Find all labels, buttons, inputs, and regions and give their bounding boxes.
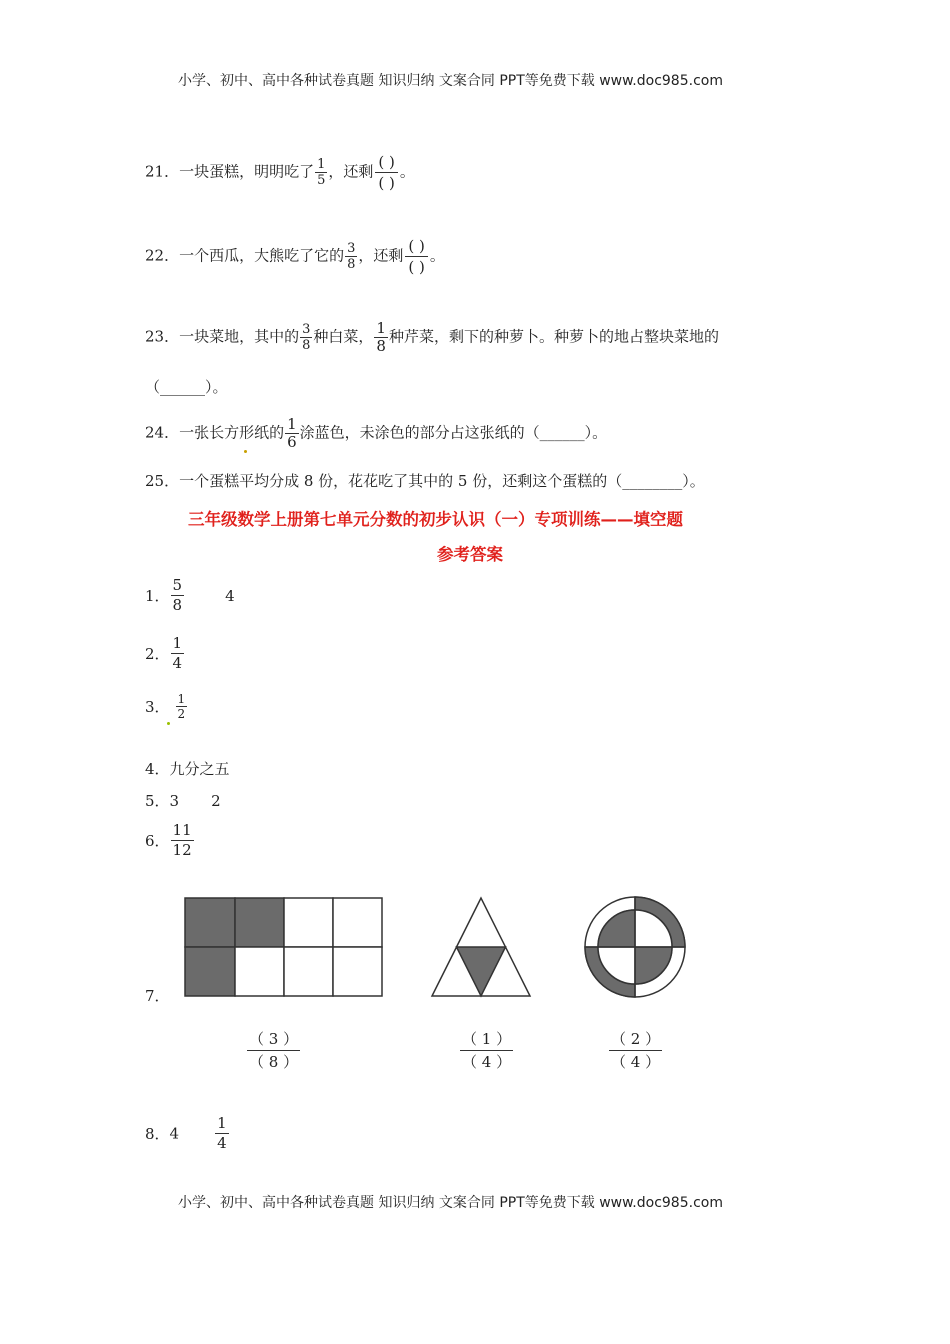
a3-den: 2 — [177, 707, 186, 721]
a1-extra: 4 — [225, 586, 235, 605]
question-24 — [145, 416, 607, 451]
q21-fraction — [315, 157, 327, 188]
circle-figure — [585, 897, 685, 997]
q21-frac-num: 1 — [317, 157, 326, 172]
q22-blank-num: ( ) — [405, 236, 427, 257]
q23-text-c: 种芹菜，剩下的种萝卜。种萝卜的地占整块菜地的 — [388, 327, 719, 346]
q23-frac2-num: 1 — [376, 319, 386, 337]
grid-cell — [235, 947, 284, 996]
a7-fig2-den: （ 4 ） — [462, 1053, 512, 1071]
q24-fraction — [285, 416, 299, 451]
a7-fig1-num: （ 3 ） — [247, 1028, 300, 1051]
grid-cell — [284, 898, 333, 947]
q23-frac1-den: 8 — [302, 338, 311, 353]
section-title: 三年级数学上册第七单元分数的初步认识（一）专项训练——填空题 — [188, 510, 683, 529]
q22-text-a: 22．一个西瓜，大熊吃了它的 — [145, 246, 345, 265]
q23-text-b: 种白菜， — [313, 327, 374, 346]
a8-fraction — [215, 1114, 229, 1153]
a8-value-1: 4 — [169, 1124, 180, 1143]
q21-blank-num: ( ) — [375, 152, 397, 173]
grid-cell — [333, 947, 382, 996]
q23-fraction-1 — [300, 322, 312, 353]
a7-fig2-num: （ 1 ） — [460, 1028, 513, 1051]
q21-frac-den: 5 — [317, 173, 326, 188]
a2-label: 2． — [145, 645, 170, 663]
q24-frac-den: 6 — [287, 433, 297, 451]
page-footer: 小学、初中、高中各种试卷真题 知识归纳 文案合同 PPT等免费下载 www.doc985.com — [178, 1195, 723, 1211]
q22-blank-den: ( ) — [408, 258, 425, 276]
a7-fig3-num: （ 2 ） — [609, 1028, 662, 1051]
q21-text-c: 。 — [399, 162, 415, 181]
a1-num: 5 — [172, 576, 183, 594]
answer-5 — [145, 790, 221, 811]
question-21 — [145, 152, 415, 193]
answer-8 — [145, 1114, 230, 1153]
a3-fraction — [176, 692, 188, 721]
a7-fig3-den: （ 4 ） — [611, 1053, 661, 1071]
page-header: 小学、初中、高中各种试卷真题 知识归纳 文案合同 PPT等免费下载 www.doc985.com — [178, 73, 723, 89]
answer-2 — [145, 634, 185, 673]
grid-cell-shaded — [185, 947, 235, 996]
q24-frac-num: 1 — [287, 415, 297, 433]
a1-label: 1． — [145, 587, 170, 605]
a2-den: 4 — [172, 654, 183, 672]
a5-label: 5． — [145, 792, 170, 810]
a2-fraction — [171, 634, 185, 673]
a7-label: 7． — [145, 987, 170, 1005]
a5-value-2: 2 — [211, 792, 221, 810]
a7-fig1-den: （ 8 ） — [249, 1053, 299, 1071]
grid-cell-shaded — [185, 898, 235, 947]
a1-fraction — [171, 576, 185, 615]
a8-num: 1 — [217, 1114, 227, 1132]
q21-answer-blank[interactable] — [375, 152, 397, 193]
a7-figures — [180, 893, 700, 1003]
answer-6 — [145, 821, 195, 860]
a6-fraction — [171, 821, 194, 860]
q23-frac2-den: 8 — [376, 337, 386, 355]
grid-cell-shaded — [235, 898, 284, 947]
a6-num: 11 — [172, 821, 192, 839]
q21-blank-den: ( ) — [378, 174, 395, 192]
grid-rectangle-figure — [185, 898, 382, 996]
a7-fig2-fraction — [460, 1028, 513, 1073]
a5-value-1: 3 — [169, 792, 180, 810]
answer-1 — [145, 576, 235, 615]
q22-frac-den: 8 — [347, 257, 356, 272]
a6-label: 6． — [145, 832, 170, 850]
a3-num: 1 — [177, 692, 186, 706]
answer-3 — [145, 692, 188, 721]
a7-fig1-fraction — [247, 1028, 300, 1073]
triangle-figure — [432, 898, 530, 996]
q24-text-b: 涂蓝色，未涂色的部分占这张纸的（______）。 — [299, 423, 608, 442]
stray-mark — [244, 450, 247, 453]
q23-fraction-2 — [374, 320, 388, 355]
stray-mark — [167, 722, 170, 725]
question-25: 25．一个蛋糕平均分成 8 份，花花吃了其中的 5 份，还剩这个蛋糕的（________）。 — [145, 472, 705, 490]
a2-num: 1 — [172, 634, 183, 652]
question-23 — [145, 320, 719, 355]
q22-frac-num: 3 — [347, 241, 356, 256]
a7-fig3-fraction — [609, 1028, 662, 1073]
q23-answer-line[interactable]: （______）。 — [145, 378, 228, 396]
a6-den: 12 — [172, 841, 192, 859]
q24-text-a: 24．一张长方形纸的 — [145, 423, 285, 442]
a8-den: 4 — [217, 1134, 227, 1152]
grid-cell — [284, 947, 333, 996]
q22-answer-blank[interactable] — [405, 236, 427, 277]
grid-cell — [333, 898, 382, 947]
q22-text-b: ，还剩 — [358, 246, 404, 265]
a1-den: 8 — [172, 596, 183, 614]
section-subtitle: 参考答案 — [437, 545, 503, 564]
question-22 — [145, 236, 445, 277]
a8-label: 8． — [145, 1125, 170, 1143]
q21-text-a: 21．一块蛋糕，明明吃了 — [145, 162, 315, 181]
q21-text-b: ，还剩 — [328, 162, 374, 181]
a3-label: 3． — [145, 698, 170, 716]
q23-frac1-num: 3 — [302, 322, 311, 337]
q22-fraction — [345, 241, 357, 272]
q22-text-c: 。 — [429, 246, 445, 265]
q23-text-a: 23．一块菜地，其中的 — [145, 327, 300, 346]
answer-4: 4．九分之五 — [145, 760, 230, 778]
